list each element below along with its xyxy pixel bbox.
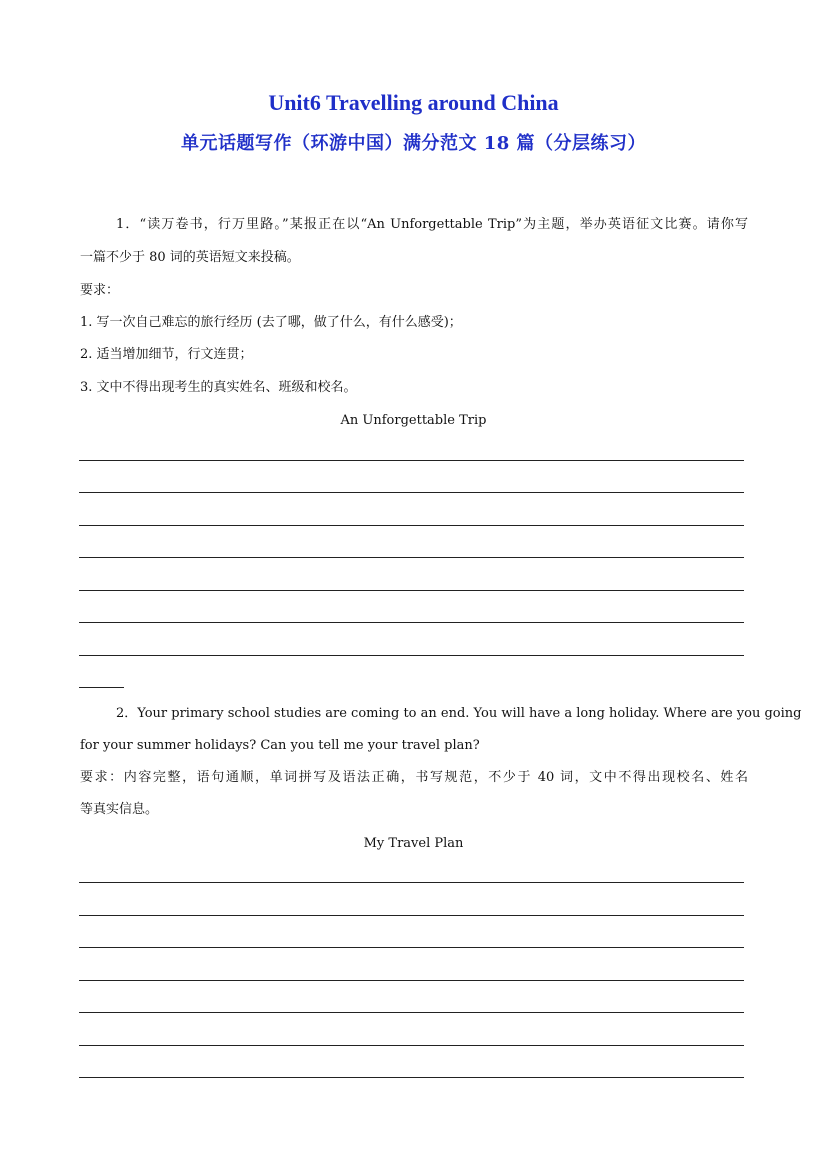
q1-writing-line-1[interactable]: [79, 460, 744, 461]
q2-prompt-line-2: for your summer holidays? Can you tell me your travel plan?: [80, 738, 480, 753]
q2-prompt-line-1: 2．Your primary school studies are coming to an end. You will have a long holiday. Where are you going: [116, 706, 802, 721]
q1-writing-line-7[interactable]: [79, 655, 744, 656]
q1-writing-line-5[interactable]: [79, 590, 744, 591]
q2-writing-line-4[interactable]: [79, 980, 744, 981]
q1-essay-title: An Unforgettable Trip: [340, 413, 487, 428]
q1-requirement-1: 1. 写一次自己难忘的旅行经历 (去了哪，做了什么，有什么感受)；: [80, 315, 462, 330]
title-chinese: 单元话题写作（环游中国）满分范文 18 篇（分层练习）: [180, 133, 647, 154]
q2-essay-title: My Travel Plan: [363, 836, 464, 851]
q2-writing-line-7[interactable]: [79, 1077, 744, 1078]
q1-writing-line-3[interactable]: [79, 525, 744, 526]
q1-writing-line-6[interactable]: [79, 622, 744, 623]
q1-requirement-2: 2. 适当增加细节，行文连贯；: [80, 347, 253, 362]
title-english: Unit6 Travelling around China: [268, 90, 559, 115]
q2-writing-line-3[interactable]: [79, 947, 744, 948]
q2-writing-line-1[interactable]: [79, 882, 744, 883]
q1-writing-line-2[interactable]: [79, 492, 744, 493]
q2-writing-line-2[interactable]: [79, 915, 744, 916]
q2-requirement-line-2: 等真实信息。: [80, 802, 159, 817]
q1-prompt-line-2: 一篇不少于 80 词的英语短文来投稿。: [80, 250, 300, 265]
q1-prompt-line-1: 1．“读万卷书，行万里路。”某报正在以“An Unforgettable Trip”为主题，举办英语征文比赛。请你写: [116, 217, 748, 232]
q2-writing-line-6[interactable]: [79, 1045, 744, 1046]
q2-requirement-line-1: 要求：内容完整，语句通顺，单词拼写及语法正确，书写规范，不少于 40 词，文中不得出现校名、姓名: [80, 770, 748, 785]
q1-writing-line-8[interactable]: [79, 687, 124, 688]
q1-requirements-label: 要求：: [80, 283, 120, 298]
q1-writing-line-4[interactable]: [79, 557, 744, 558]
q1-requirement-3: 3. 文中不得出现考生的真实姓名、班级和校名。: [80, 380, 357, 395]
q2-writing-line-5[interactable]: [79, 1012, 744, 1013]
